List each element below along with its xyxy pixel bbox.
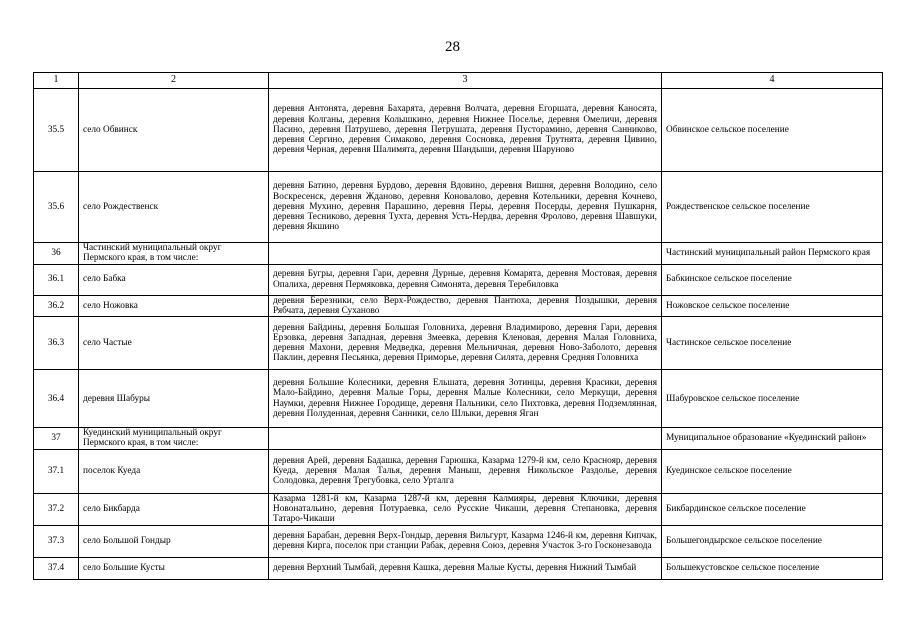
table-row-district [34,428,883,450]
admin-center: село Частые [79,317,269,370]
admin-center: село Обвинск [79,89,269,172]
table-header-row [34,73,883,89]
district-name: Частинский муниципальный округ Пермского края, в том числе: [79,243,269,265]
municipality-name: Бикбардинское сельское поселение [662,493,883,525]
admin-center: деревня Шабуры [79,370,269,428]
settlements-list: деревня Арей, деревня Бадашка, деревня Гарюшка, Казарма 1279-й км, село Краснояр, деревня Куеда, деревня Малая Талья, деревня Маныш, деревня Никольское Раздолье, деревня Солодовка, деревня Трегубовка, село Урталга [269,449,662,493]
table-row-district [34,243,883,265]
admin-center: поселок Куеда [79,449,269,493]
table-row [34,493,883,525]
municipality-name: Частинский муниципальный район Пермского края [662,243,883,265]
admin-center: село Бикбарда [79,493,269,525]
municipality-name: Большекустовское сельское поселение [662,557,883,579]
row-number: 37.3 [34,525,79,557]
municipality-name: Куединское сельское поселение [662,449,883,493]
table-row [34,525,883,557]
row-number: 35.6 [34,172,79,243]
header-cell: 1 [34,73,79,89]
settlements-list: деревня Бугры, деревня Гари, деревня Дурные, деревня Комарята, деревня Мостовая, деревня Опалиха, деревня Пермяковка, деревня Симонята, деревня Теребиловка [269,264,662,295]
settlements-list: деревня Батино, деревня Бурдово, деревня Вдовино, деревня Вишня, деревня Володино, село Воскресенск, деревня Жданово, деревня Коновалово, деревня Котельники, деревня Кочнево, деревня Мухино, деревня Парашино, деревня Перы, деревня Посерды, деревня Пушкарня, деревня Тесниково, деревня Тухта, деревня Усть-Нердва, деревня Фролово, деревня Шавшуки, деревня Якшино [269,172,662,243]
admin-center: село Большие Кусты [79,557,269,579]
table-row [34,449,883,493]
settlements-list [269,243,662,265]
settlements-list [269,428,662,450]
settlements-list: деревня Верхний Тымбай, деревня Кашка, деревня Малые Кусты, деревня Нижний Тымбай [269,557,662,579]
settlements-list: Казарма 1281-й км, Казарма 1287-й км, деревня Калмияры, деревня Ключики, деревня Новонатальино, деревня Потураевка, село Русские Чикаши, деревня Степановка, деревня Татаро-Чикаши [269,493,662,525]
page-number: 28 [445,39,460,55]
district-name: Куединский муниципальный округ Пермского края, в том числе: [79,428,269,450]
admin-center: село Бабка [79,264,269,295]
settlements-table [33,72,883,580]
table-row [34,172,883,243]
row-number: 36.3 [34,317,79,370]
municipality-name: Обвинское сельское поселение [662,89,883,172]
table-row [34,89,883,172]
row-number: 37.4 [34,557,79,579]
municipality-name: Бабкинское сельское поселение [662,264,883,295]
row-number: 37.1 [34,449,79,493]
municipality-name: Частинское сельское поселение [662,317,883,370]
row-number: 37 [34,428,79,450]
municipality-name: Большегондырское сельское поселение [662,525,883,557]
settlements-list: деревня Барабан, деревня Верх-Гондыр, деревня Вильгурт, Казарма 1246-й км, деревня Кипчак, деревня Кирга, поселок при станции Рабак, деревня Союз, деревня Участок 3-го Госконезавода [269,525,662,557]
admin-center: село Ножовка [79,295,269,317]
municipality-name: Шабуровское сельское поселение [662,370,883,428]
table-row [34,317,883,370]
admin-center: село Рождественск [79,172,269,243]
municipality-name: Муниципальное образование «Куединский район» [662,428,883,450]
row-number: 37.2 [34,493,79,525]
settlements-list: деревня Большие Колесники, деревня Ельшата, деревня Зотинцы, деревня Красики, деревня Мало-Байдино, деревня Малые Горы, деревня Малые Колесники, село Меркущи, деревня Наумки, деревня Нижнее Городище, деревня Пальники, село Пихтовка, деревня Подземлянная, деревня Полуденная, деревня Санники, село Шлыки, деревня Яган [269,370,662,428]
settlements-list: деревня Байдины, деревня Большая Головниха, деревня Владимирово, деревня Гари, деревня Ерзовка, деревня Западная, деревня Змеевка, деревня Кленовая, деревня Малая Головниха, деревня Махони, деревня Медведка, деревня Мельничная, деревня Ново-Заболото, деревня Паклин, деревня Песьянка, деревня Приморье, деревня Силята, деревня Средняя Головниха [269,317,662,370]
admin-center: село Большой Гондыр [79,525,269,557]
settlements-list: деревня Березники, село Верх-Рождество, деревня Пантюха, деревня Поздышки, деревня Рябчата, деревня Суханово [269,295,662,317]
header-cell: 3 [269,73,662,89]
settlements-list: деревня Антонята, деревня Бахарята, деревня Волчата, деревня Егоршата, деревня Каносята, деревня Колганы, деревня Колышкино, деревня Нижнее Поселье, деревня Омеличи, деревня Пасино, деревня Патрушево, деревня Петрушата, деревня Пусторамино, деревня Санниково, деревня Сергино, деревня Симаково, деревня Сосновка, деревня Трутнята, деревня Цивино, деревня Черная, деревня Шалимята, деревня Шандыши, деревня Шаруново [269,89,662,172]
table-row [34,557,883,579]
header-cell: 2 [79,73,269,89]
row-number: 36 [34,243,79,265]
municipality-name: Рождественское сельское поселение [662,172,883,243]
row-number: 36.4 [34,370,79,428]
row-number: 36.1 [34,264,79,295]
municipality-name: Ножовское сельское поселение [662,295,883,317]
row-number: 35.5 [34,89,79,172]
table-row [34,370,883,428]
table-row [34,264,883,295]
row-number: 36.2 [34,295,79,317]
table-row [34,295,883,317]
header-cell: 4 [662,73,883,89]
